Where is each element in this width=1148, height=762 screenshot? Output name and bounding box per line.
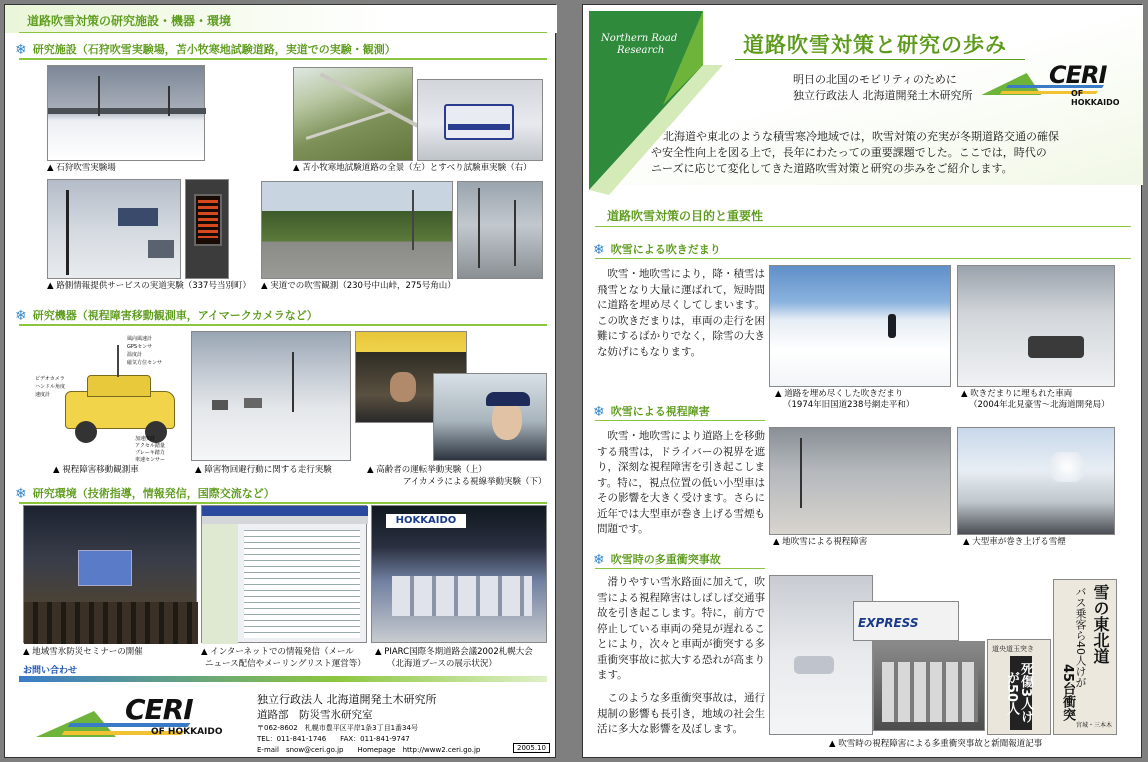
- news-headline-6: 道央道玉突き: [992, 645, 1034, 653]
- caption-roadside: ▲ 路側情報提供サービスの実道実験（337号当別町）: [47, 281, 251, 291]
- left-page: [4, 4, 556, 758]
- caption-obstacle: ▲ 障害物回避行動に関する走行実験: [195, 465, 332, 475]
- photo-kakuyama: [457, 181, 543, 279]
- photo-skid-test-bus: [417, 79, 543, 161]
- collision-title: [593, 551, 721, 569]
- photo-tomakomai-aerial: [293, 67, 413, 161]
- snowflake-icon: ❄: [15, 42, 27, 58]
- title-underline: [735, 59, 1025, 60]
- photo-seminar: [23, 505, 197, 643]
- visibility-caption-1: ▲ 地吹雪による視程障害: [773, 537, 868, 547]
- truck-express-text: EXPRESS: [858, 616, 919, 630]
- contact-tel: TEL：011-841-1746 FAX：011-841-9747: [257, 735, 410, 743]
- caption-observation-car: ▲ 視程障害移動観測車: [53, 465, 139, 475]
- caption-seminar: ▲ 地域雪氷防災セミナーの開催: [23, 647, 143, 657]
- visibility-title-text: 吹雪による視程障害: [610, 405, 710, 418]
- sensor-label-3: 温度計: [127, 352, 143, 358]
- caption-field-observation: ▲ 実道での吹雪観測（230号中山峠，275号角山）: [261, 281, 456, 291]
- photo-express-truck: [853, 601, 959, 641]
- right-main-title: 道路吹雪対策と研究の歩み: [743, 33, 1007, 57]
- caption-website-1: ▲ インターネットでの情報発信（メール: [201, 647, 354, 657]
- right-section-title: 道路吹雪対策の目的と重要性: [607, 209, 764, 223]
- issue-date: 2005.10: [513, 743, 550, 753]
- news-headline-5: 死傷3人けが50人: [1010, 656, 1032, 730]
- visibility-title: [593, 403, 710, 421]
- right-section-rule: [595, 226, 1131, 227]
- left-header-title: 道路吹雪対策の研究施設・機器・環境: [27, 14, 232, 28]
- photo-ishikari-test-field: [47, 65, 205, 161]
- diagram-observation-car: [35, 331, 191, 461]
- booth-banner: HOKKAIDO: [386, 514, 466, 528]
- visibility-body: 吹雪・地吹雪により道路上を移動する飛雪は，ドライバーの視界を遮り，深刻な視程障害を引き起こします。特に，視点位置の低い小型車はその影響を大きく受けます。さらに近年では大型車が巻き上げる雪煙も問題です。: [597, 430, 765, 535]
- caption-tomakomai: ▲ 苫小牧寒地試験道路の全景（左）とすべり試験車実験（右）: [293, 163, 532, 173]
- photo-nakayama-pass: [261, 181, 453, 279]
- section-equipment-rule: [19, 324, 547, 326]
- photo-piarc-booth: [371, 505, 547, 643]
- intro-line-2: や安全性向上を図る上で，長年にわたっての重要課題でした。ここでは，時代の: [651, 146, 1047, 159]
- snowflake-icon: ❄: [593, 242, 605, 258]
- ceri-logo-word: CERI: [125, 693, 193, 726]
- collision-caption: ▲ 吹雪時の視程障害による多重衝突事故と新聞報道記事: [829, 739, 1043, 749]
- photo-pileup-newspaper: [873, 641, 985, 731]
- section-facilities-rule: [19, 58, 547, 60]
- photo-pileup-snow: [769, 575, 873, 735]
- drift-title-text: 吹雪による吹きだまり: [610, 243, 721, 256]
- right-subtitle: 明日の北国のモビリティのために: [793, 73, 957, 86]
- contact-email[interactable]: E-mail snow@ceri.go.jp Homepage http://www2.ceri.go.jp: [257, 746, 481, 754]
- contact-dept: 道路部 防災雪氷研究室: [257, 709, 373, 721]
- caption-elderly: ▲ 高齢者の運転挙動実験（上）: [367, 465, 487, 475]
- newspaper-clipping-2: [1053, 579, 1117, 735]
- drift-title: [593, 241, 721, 259]
- drift-rule: [595, 258, 1131, 259]
- photo-buried-vehicle: [957, 265, 1115, 387]
- sensor-label-7: 速度計: [35, 392, 51, 398]
- drift-caption-1b: （1974年旧国道238号網走平和）: [783, 400, 915, 410]
- badge-northern-road: Northern Road: [601, 33, 678, 44]
- news-headline-4: 宮城・三本木: [1076, 722, 1113, 729]
- sensor-label-11: 車速センサー: [135, 457, 166, 463]
- sensor-label-5: ビデオカメラ: [35, 376, 65, 382]
- photo-website: [201, 505, 367, 643]
- contact-band: [19, 676, 547, 682]
- sensor-label-8: 加速度計: [135, 436, 156, 442]
- right-page: [582, 4, 1142, 758]
- caption-piarc-1: ▲ PIARC国際冬期道路会議2002札幌大会: [375, 647, 533, 657]
- caption-ishikari: ▲ 石狩吹雪実験場: [47, 163, 116, 173]
- ceri-logo-left: [39, 693, 239, 749]
- sensor-label-6: ハンドル角度: [35, 384, 66, 390]
- drift-caption-2a: ▲ 吹きだまりに埋もれた車両: [961, 389, 1073, 399]
- visibility-rule: [595, 420, 765, 421]
- collision-rule: [595, 568, 765, 569]
- drift-body: 吹雪・地吹雪により，降・積雪は飛雪となり大量に運ばれて，短時間に道路を埋め尽くしてしまいます。この吹きだまりは，車両の走行を困難にするばかりでなく，除雪の大きな妨げにもなります。: [597, 268, 765, 358]
- ceri-logo-right-word: CERI: [1049, 61, 1107, 89]
- section-environment-rule: [19, 502, 547, 504]
- photo-truck-snow-spray: [957, 427, 1115, 535]
- news-headline-3: 45台衝突: [1060, 664, 1075, 722]
- left-header-rule: [19, 32, 547, 33]
- photo-obstacle-avoidance: [191, 331, 351, 461]
- visibility-caption-2: ▲ 大型車が巻き上げる雪煙: [963, 537, 1066, 547]
- snowflake-icon: ❄: [15, 486, 27, 502]
- photo-roadside-display: [185, 179, 229, 279]
- right-org: 独立行政法人 北海道開発土木研究所: [793, 89, 973, 102]
- sensor-label-2: GPSセンサ: [127, 344, 153, 350]
- news-headline-2: バス乗客ら40人けが: [1074, 586, 1087, 688]
- sensor-label-4: 磁気方位センサ: [127, 360, 163, 366]
- news-headline-1: 雪の東北道: [1091, 584, 1110, 664]
- newspaper-clipping-1: [987, 639, 1051, 735]
- contact-org: 独立行政法人 北海道開発土木研究所: [257, 693, 437, 706]
- sensor-label-10: ブレーキ踏力: [135, 450, 165, 456]
- caption-website-2: ニュース配信やメーリングリスト運営等）: [205, 659, 366, 669]
- intro-line-1: 北海道や東北のような積雪寒冷地域では，吹雪対策の充実が冬期道路交通の確保: [663, 130, 1059, 143]
- ceri-logo-sub: OF HOKKAIDO: [151, 727, 223, 737]
- sensor-label-9: アクセル踏量: [135, 443, 165, 449]
- section-facilities-text: 研究施設（石狩吹雪実験場，苫小牧寒地試験道路，実道での実験・観測）: [32, 43, 396, 56]
- contact-address: 〒062-8602 札幌市豊平区平岸1条3丁目1番34号: [257, 724, 418, 732]
- collision-title-text: 吹雪時の多重衝突事故: [610, 553, 721, 566]
- snowflake-icon: ❄: [593, 404, 605, 420]
- collision-body-2: このような多重衝突事故は，通行規制の影響も長引き，地域の社会生活に多大な影響を及ぼします。: [597, 692, 765, 735]
- caption-piarc-2: （北海道ブースの展示状況）: [387, 659, 497, 669]
- intro-line-3: ニーズに応じて変化してきた道路吹雪対策と研究の歩みをご紹介します。: [651, 162, 1013, 175]
- photo-ground-blizzard: [769, 427, 951, 535]
- drift-caption-2b: （2004年北見豪雪～北海道開発局）: [969, 400, 1110, 410]
- snowflake-icon: ❄: [593, 552, 605, 568]
- sensor-label-1: 風向風速計: [127, 336, 153, 342]
- section-facilities-title: [15, 41, 396, 59]
- section-equipment-text: 研究機器（視程障害移動観測車，アイマークカメラなど）: [32, 309, 318, 322]
- collision-body-1: 滑りやすい雪氷路面に加えて，吹雪による視程障害はしばしば交通事故を引き起こします。特に，前方で停止している車両の発見が遅れることにより，次々と車両が衝突する多重衝突事故に拡大する恐れが高まります。: [597, 576, 765, 681]
- snowflake-icon: ❄: [15, 308, 27, 324]
- section-environment-text: 研究環境（技術指導，情報発信，国際交流など）: [32, 487, 275, 500]
- ceri-logo-right: [983, 63, 1133, 107]
- photo-eye-camera: [433, 373, 547, 461]
- badge-research: Research: [617, 45, 665, 56]
- section-equipment-title: [15, 307, 318, 325]
- photo-roadside-info-service: [47, 179, 181, 279]
- ceri-logo-right-sub: OF HOKKAIDO: [1071, 89, 1120, 107]
- contact-label: お問い合わせ: [23, 666, 78, 676]
- section-environment-title: [15, 485, 275, 503]
- drift-caption-1a: ▲ 道路を埋め尽くした吹きだまり: [775, 389, 904, 399]
- photo-road-buried-drift: [769, 265, 951, 387]
- caption-eye-camera: アイカメラによる視線挙動実験（下）: [403, 477, 547, 487]
